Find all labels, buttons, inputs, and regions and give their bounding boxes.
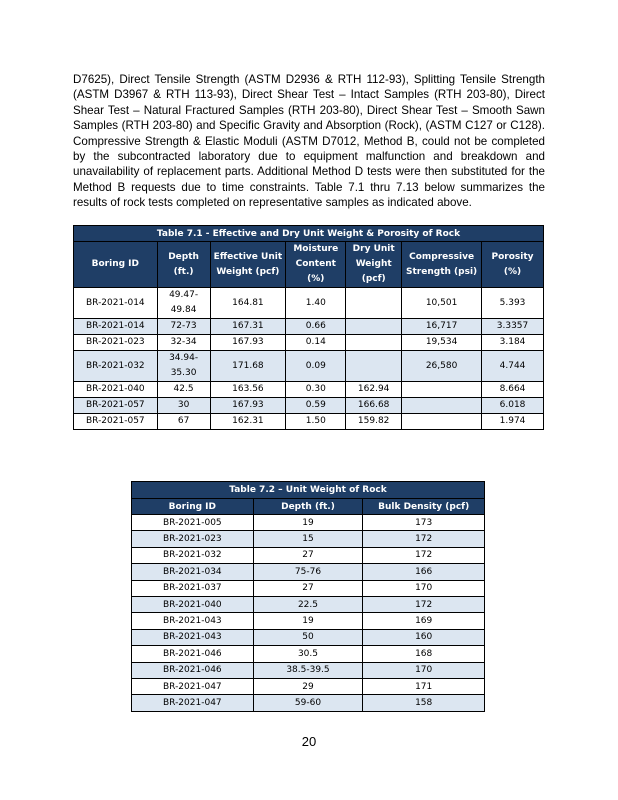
table-cell: 167.93 xyxy=(210,335,286,351)
table-cell: 1.40 xyxy=(286,288,346,319)
table-cell: 0.09 xyxy=(286,351,346,382)
table-cell xyxy=(402,382,482,398)
table-cell: 172 xyxy=(363,547,485,563)
table-cell: 158 xyxy=(363,695,485,711)
table-row xyxy=(132,580,485,596)
table-cell: 34.94- 35.30 xyxy=(157,351,210,382)
table-cell: 3.184 xyxy=(482,335,544,351)
table-cell: 171 xyxy=(363,678,485,694)
table-row xyxy=(74,288,544,319)
table-cell: 19 xyxy=(253,515,363,531)
table-cell: 19 xyxy=(253,613,363,629)
table-cell: 6.018 xyxy=(482,398,544,414)
table-cell: 1.50 xyxy=(286,414,346,430)
column-header: Porosity (%) xyxy=(482,242,544,288)
table-row xyxy=(132,596,485,612)
table-cell: 42.5 xyxy=(157,382,210,398)
table-cell: BR-2021-046 xyxy=(132,662,254,678)
table-cell: 167.93 xyxy=(210,398,286,414)
table-row xyxy=(74,351,544,382)
table-cell: 26,580 xyxy=(402,351,482,382)
table-row xyxy=(74,382,544,398)
table-cell: 170 xyxy=(363,662,485,678)
table-row xyxy=(132,547,485,563)
table-row xyxy=(132,531,485,547)
table-cell: 163.56 xyxy=(210,382,286,398)
table-cell: 0.66 xyxy=(286,319,346,335)
table-row xyxy=(132,629,485,645)
table-cell: BR-2021-032 xyxy=(132,547,254,563)
table-cell: BR-2021-014 xyxy=(74,319,158,335)
table-cell: 19,534 xyxy=(402,335,482,351)
table-row xyxy=(132,662,485,678)
column-header: Depth (ft.) xyxy=(157,242,210,288)
table-cell: 50 xyxy=(253,629,363,645)
table-cell: BR-2021-040 xyxy=(74,382,158,398)
table-row xyxy=(74,319,544,335)
table-cell: 30.5 xyxy=(253,646,363,662)
table-cell xyxy=(346,319,402,335)
table-cell: 22.5 xyxy=(253,596,363,612)
table-cell: 4.744 xyxy=(482,351,544,382)
table-cell: 5.393 xyxy=(482,288,544,319)
table-cell: 160 xyxy=(363,629,485,645)
table-cell: 38.5-39.5 xyxy=(253,662,363,678)
page-number: 20 xyxy=(301,734,317,749)
table-cell: BR-2021-037 xyxy=(132,580,254,596)
column-header: Dry Unit Weight (pcf) xyxy=(346,242,402,288)
table-row xyxy=(74,414,544,430)
table-row xyxy=(74,335,544,351)
table-cell xyxy=(346,335,402,351)
table-cell: 166.68 xyxy=(346,398,402,414)
table-cell: 32-34 xyxy=(157,335,210,351)
table-cell: 10,501 xyxy=(402,288,482,319)
table-cell: 0.14 xyxy=(286,335,346,351)
column-header: Effective Unit Weight (pcf) xyxy=(210,242,286,288)
table-cell: BR-2021-046 xyxy=(132,646,254,662)
table-cell: 30 xyxy=(157,398,210,414)
table-cell: BR-2021-040 xyxy=(132,596,254,612)
table-cell: 3.3357 xyxy=(482,319,544,335)
table-cell: BR-2021-023 xyxy=(74,335,158,351)
table-cell: 170 xyxy=(363,580,485,596)
table-cell: 164.81 xyxy=(210,288,286,319)
table-cell: 27 xyxy=(253,547,363,563)
table-cell: BR-2021-057 xyxy=(74,398,158,414)
table-cell: 0.59 xyxy=(286,398,346,414)
table-cell: BR-2021-005 xyxy=(132,515,254,531)
table-cell: 159.82 xyxy=(346,414,402,430)
table-cell: 72-73 xyxy=(157,319,210,335)
table-cell: 67 xyxy=(157,414,210,430)
column-header: Moisture Content (%) xyxy=(286,242,346,288)
table-row xyxy=(132,613,485,629)
table-cell: 173 xyxy=(363,515,485,531)
table-cell: 172 xyxy=(363,596,485,612)
table-cell xyxy=(346,351,402,382)
table-cell: BR-2021-047 xyxy=(132,695,254,711)
column-header: Bulk Density (pcf) xyxy=(363,499,485,515)
table-row xyxy=(132,695,485,711)
table-cell: 162.31 xyxy=(210,414,286,430)
table-cell: BR-2021-043 xyxy=(132,613,254,629)
table-cell: BR-2021-023 xyxy=(132,531,254,547)
table-cell: 29 xyxy=(253,678,363,694)
table-cell: 1.974 xyxy=(482,414,544,430)
table-cell: BR-2021-043 xyxy=(132,629,254,645)
table-header-row xyxy=(74,242,544,288)
table-row xyxy=(74,398,544,414)
table-cell: 59-60 xyxy=(253,695,363,711)
table-cell: 49.47- 49.84 xyxy=(157,288,210,319)
table-cell: BR-2021-047 xyxy=(132,678,254,694)
table-cell: 167.31 xyxy=(210,319,286,335)
table-cell: BR-2021-032 xyxy=(74,351,158,382)
table-row xyxy=(132,564,485,580)
table-row xyxy=(132,646,485,662)
table-cell: 0.30 xyxy=(286,382,346,398)
table-7-1 xyxy=(73,225,544,430)
table-cell: BR-2021-057 xyxy=(74,414,158,430)
table-header-row xyxy=(132,499,485,515)
table-cell: BR-2021-034 xyxy=(132,564,254,580)
table-cell: 75-76 xyxy=(253,564,363,580)
table-cell: 169 xyxy=(363,613,485,629)
table-title: Table 7.2 – Unit Weight of Rock xyxy=(132,482,485,499)
table-7-2 xyxy=(131,481,485,712)
column-header: Depth (ft.) xyxy=(253,499,363,515)
table-cell: 162.94 xyxy=(346,382,402,398)
table-cell: 16,717 xyxy=(402,319,482,335)
table-cell: 172 xyxy=(363,531,485,547)
table-row xyxy=(132,678,485,694)
table-cell: 27 xyxy=(253,580,363,596)
table-cell xyxy=(402,414,482,430)
table-cell: 166 xyxy=(363,564,485,580)
table-row xyxy=(132,515,485,531)
table-cell xyxy=(402,398,482,414)
body-paragraph: D7625), Direct Tensile Strength (ASTM D2936 & RTH 112-93), Splitting Tensile Strength (ASTM D3967 & RTH 113-93), Direct Shear Test – Intact Samples (RTH 203-80), Direct Shear Test – Natural Fractured Samples (RTH 203-80), Direct Shear Test – Smooth Sawn Samples (RTH 203-80) and Specific Gravity and Absorption (Rock), (ASTM C127 or C128). Compressive Strength & Elastic Moduli (ASTM D7012, Method B, could not be completed by the subcontracted laboratory due to equipment malfunction and breakdown and unavailability of replacement parts. Additional Method D tests were then substituted for the Method B requests due to time constraints. Table 7.1 thru 7.13 below summarizes the results of rock tests completed on representative samples as indicated above. xyxy=(73,73,545,210)
column-header: Boring ID xyxy=(132,499,254,515)
table-cell: 8.664 xyxy=(482,382,544,398)
table-title: Table 7.1 - Effective and Dry Unit Weight & Porosity of Rock xyxy=(74,226,544,242)
table-cell: 171.68 xyxy=(210,351,286,382)
table-cell: 15 xyxy=(253,531,363,547)
column-header: Boring ID xyxy=(74,242,158,288)
column-header: Compressive Strength (psi) xyxy=(402,242,482,288)
table-cell: BR-2021-014 xyxy=(74,288,158,319)
table-cell: 168 xyxy=(363,646,485,662)
table-cell xyxy=(346,288,402,319)
